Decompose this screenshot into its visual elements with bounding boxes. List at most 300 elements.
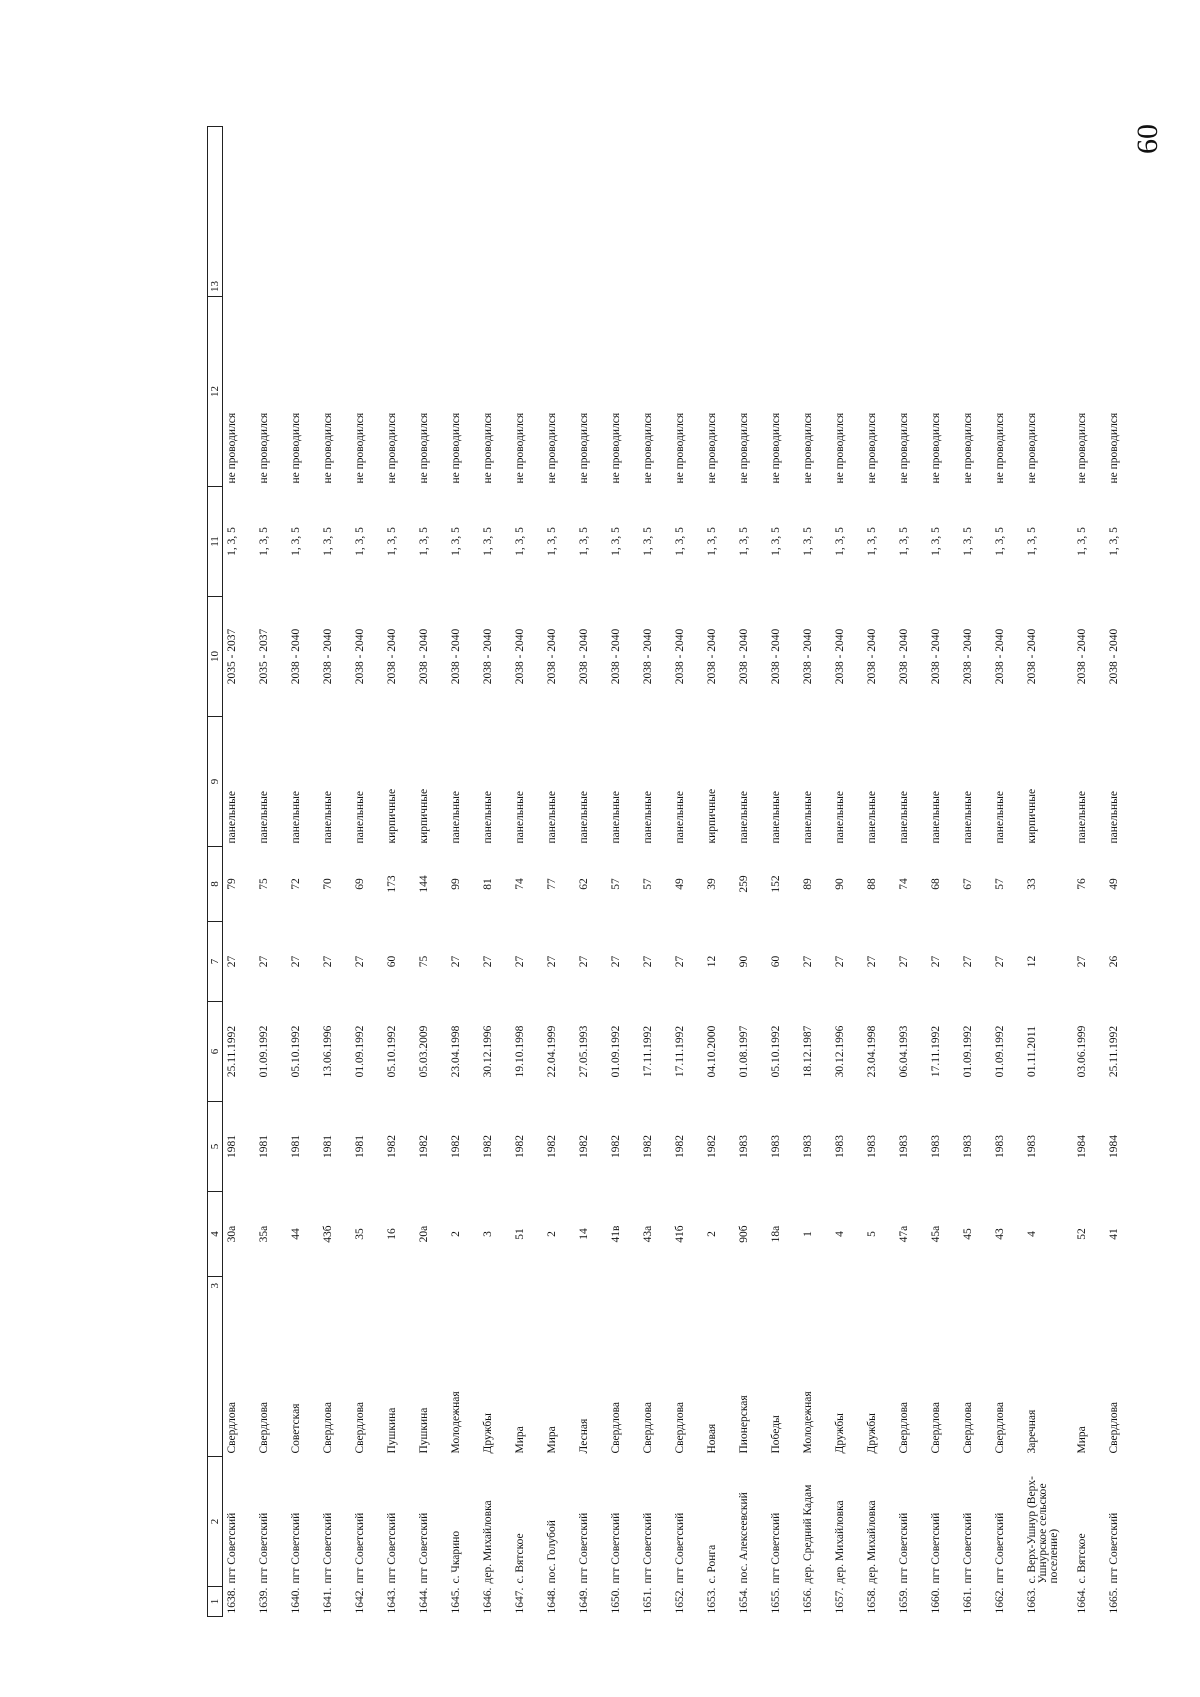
col-7-value-cell: 27 — [642, 955, 654, 968]
col-header: 3 — [208, 1277, 223, 1457]
house-number-cell: 35а — [258, 1225, 270, 1243]
col-7-value-cell: 27 — [546, 955, 558, 968]
row-number-cell: 1655. — [770, 1587, 782, 1614]
street-cell: Пионерская — [738, 1395, 750, 1454]
work-types-cell: 1, 3, 5 — [322, 527, 334, 556]
wall-material-cell: панельные — [226, 791, 238, 844]
construction-year-cell: 1982 — [610, 1135, 622, 1158]
col-8-value-cell: 57 — [642, 878, 654, 890]
table-row — [255, 127, 287, 1617]
settlement-cell: пгт Советский — [290, 1512, 302, 1584]
row-number-cell: 1650. — [610, 1587, 622, 1614]
settlement-cell: пгт Советский — [1108, 1512, 1120, 1584]
wall-material-cell: панельные — [834, 791, 846, 844]
registration-date-cell: 05.03.2009 — [418, 1025, 430, 1078]
col-13-value-cell — [1023, 127, 1073, 297]
wall-material-cell: панельные — [546, 791, 558, 844]
table-row — [831, 127, 863, 1617]
repair-period-cell: 2035 - 2037 — [226, 628, 238, 685]
table-row — [447, 127, 479, 1617]
table-row — [383, 127, 415, 1617]
work-types-cell: 1, 3, 5 — [674, 527, 686, 556]
col-8-value-cell: 90 — [834, 878, 846, 890]
street-cell: Дружбы — [834, 1413, 846, 1454]
inspection-status-cell: не проводился — [418, 412, 430, 484]
construction-year-cell: 1983 — [770, 1135, 782, 1158]
work-types-cell: 1, 3, 5 — [770, 527, 782, 556]
inspection-status-cell: не проводился — [866, 412, 878, 484]
col-8-value-cell: 259 — [738, 875, 750, 893]
col-7-value-cell: 27 — [962, 955, 974, 968]
street-cell: Мира — [546, 1426, 558, 1454]
street-cell: Мира — [1076, 1426, 1088, 1454]
inspection-status-cell: не проводился — [930, 412, 942, 484]
table-row — [351, 127, 383, 1617]
construction-year-cell: 1982 — [642, 1135, 654, 1158]
inspection-status-cell: не проводился — [706, 412, 718, 484]
work-types-cell: 1, 3, 5 — [514, 527, 526, 556]
col-7-value-cell: 27 — [322, 955, 334, 968]
inspection-status-cell: не проводился — [514, 412, 526, 484]
construction-year-cell: 1983 — [802, 1135, 814, 1158]
repair-period-cell: 2038 - 2040 — [1026, 628, 1038, 685]
col-header: 11 — [208, 487, 223, 597]
wall-material-cell: панельные — [930, 791, 942, 844]
table-row — [543, 127, 575, 1617]
row-number-cell: 1640. — [290, 1587, 302, 1614]
col-7-value-cell: 27 — [898, 955, 910, 968]
col-7-value-cell: 27 — [450, 955, 462, 968]
settlement-cell: пгт Советский — [578, 1512, 590, 1584]
col-7-value-cell: 12 — [1026, 955, 1038, 968]
construction-year-cell: 1983 — [1026, 1135, 1038, 1158]
repair-period-cell: 2038 - 2040 — [354, 628, 366, 685]
street-cell: Свердлова — [1108, 1402, 1120, 1454]
row-number-cell: 1658. — [866, 1587, 878, 1614]
inspection-status-cell: не проводился — [738, 412, 750, 484]
street-cell: Свердлова — [930, 1402, 942, 1454]
col-8-value-cell: 99 — [450, 878, 462, 890]
col-header: 2 — [208, 1457, 223, 1587]
settlement-cell: пгт Советский — [354, 1512, 366, 1584]
street-cell: Победы — [770, 1415, 782, 1454]
wall-material-cell: панельные — [994, 791, 1006, 844]
registration-date-cell: 05.10.1992 — [290, 1025, 302, 1078]
registration-date-cell: 22.04.1999 — [546, 1025, 558, 1078]
house-number-cell: 18а — [770, 1225, 782, 1243]
col-13-value-cell — [703, 127, 735, 297]
house-number-cell: 35 — [354, 1228, 366, 1240]
col-7-value-cell: 27 — [834, 955, 846, 968]
col-header: 1 — [208, 1587, 223, 1617]
wall-material-cell: панельные — [802, 791, 814, 844]
work-types-cell: 1, 3, 5 — [1108, 527, 1120, 556]
work-types-cell: 1, 3, 5 — [962, 527, 974, 556]
repair-period-cell: 2038 - 2040 — [546, 628, 558, 685]
table-row — [927, 127, 959, 1617]
registration-date-cell: 17.11.1992 — [674, 1025, 686, 1078]
work-types-cell: 1, 3, 5 — [802, 527, 814, 556]
construction-year-cell: 1981 — [354, 1135, 366, 1158]
work-types-cell: 1, 3, 5 — [546, 527, 558, 556]
col-8-value-cell: 49 — [674, 878, 686, 890]
street-cell: Дружбы — [866, 1413, 878, 1454]
house-number-cell: 41 — [1108, 1228, 1120, 1240]
registration-date-cell: 06.04.1993 — [898, 1025, 910, 1078]
work-types-cell: 1, 3, 5 — [386, 527, 398, 556]
registration-date-cell: 18.12.1987 — [802, 1025, 814, 1078]
construction-year-cell: 1982 — [706, 1135, 718, 1158]
registration-date-cell: 13.06.1996 — [322, 1025, 334, 1078]
col-13-value-cell — [895, 127, 927, 297]
construction-year-cell: 1984 — [1108, 1135, 1120, 1158]
construction-year-cell: 1982 — [674, 1135, 686, 1158]
wall-material-cell: панельные — [514, 791, 526, 844]
col-7-value-cell: 27 — [514, 955, 526, 968]
street-cell: Заречная — [1026, 1409, 1038, 1454]
col-8-value-cell: 70 — [322, 878, 334, 890]
street-cell: Лесная — [578, 1418, 590, 1454]
col-7-value-cell: 27 — [930, 955, 942, 968]
registration-date-cell: 05.10.1992 — [386, 1025, 398, 1078]
col-8-value-cell: 89 — [802, 878, 814, 890]
col-8-value-cell: 173 — [386, 875, 398, 893]
work-types-cell: 1, 3, 5 — [866, 527, 878, 556]
work-types-cell: 1, 3, 5 — [418, 527, 430, 556]
col-7-value-cell: 27 — [610, 955, 622, 968]
registration-date-cell: 01.09.1992 — [354, 1025, 366, 1078]
wall-material-cell: панельные — [642, 791, 654, 844]
inspection-status-cell: не проводился — [386, 412, 398, 484]
wall-material-cell: панельные — [738, 791, 750, 844]
settlement-cell: пгт Советский — [610, 1512, 622, 1584]
repair-period-cell: 2038 - 2040 — [770, 628, 782, 685]
col-7-value-cell: 27 — [866, 955, 878, 968]
row-number-cell: 1652. — [674, 1587, 686, 1614]
settlement-cell: пгт Советский — [226, 1512, 238, 1584]
table-row — [767, 127, 799, 1617]
row-number-cell: 1660. — [930, 1587, 942, 1614]
house-number-cell: 41в — [610, 1225, 622, 1243]
col-13-value-cell — [1073, 127, 1105, 297]
wall-material-cell: панельные — [322, 791, 334, 844]
street-cell: Пушкина — [418, 1407, 430, 1454]
repair-period-cell: 2038 - 2040 — [962, 628, 974, 685]
col-header: 8 — [208, 847, 223, 922]
repair-period-cell: 2038 - 2040 — [866, 628, 878, 685]
col-8-value-cell: 49 — [1108, 878, 1120, 890]
street-cell: Свердлова — [642, 1402, 654, 1454]
repair-period-cell: 2038 - 2040 — [1076, 628, 1088, 685]
wall-material-cell: кирпичные — [386, 788, 398, 844]
street-cell: Свердлова — [258, 1402, 270, 1454]
work-types-cell: 1, 3, 5 — [834, 527, 846, 556]
work-types-cell: 1, 3, 5 — [450, 527, 462, 556]
wall-material-cell: панельные — [578, 791, 590, 844]
house-number-cell: 14 — [578, 1228, 590, 1240]
registration-date-cell: 04.10.2000 — [706, 1025, 718, 1078]
table-row — [287, 127, 319, 1617]
house-number-cell: 5 — [866, 1231, 878, 1237]
column-number-header — [208, 127, 223, 1617]
col-8-value-cell: 77 — [546, 878, 558, 890]
settlement-cell: пгт Советский — [962, 1512, 974, 1584]
work-types-cell: 1, 3, 5 — [738, 527, 750, 556]
col-8-value-cell: 67 — [962, 878, 974, 890]
col-13-value-cell — [863, 127, 895, 297]
registration-date-cell: 01.09.1992 — [962, 1025, 974, 1078]
house-number-cell: 43а — [642, 1225, 654, 1243]
settlement-cell: пос. Алексеевский — [738, 1492, 750, 1584]
street-cell: Свердлова — [898, 1402, 910, 1454]
rotated-table-container — [207, 127, 1200, 1617]
settlement-cell: дер. Михайловка — [866, 1500, 878, 1584]
row-number-cell: 1648. — [546, 1587, 558, 1614]
col-7-value-cell: 27 — [226, 955, 238, 968]
settlement-cell: с. Вятское — [514, 1533, 526, 1584]
col-13-value-cell — [959, 127, 991, 297]
street-cell: Советская — [290, 1403, 302, 1454]
table-body — [223, 127, 1138, 1617]
registration-date-cell: 25.11.1992 — [226, 1025, 238, 1078]
col-header: 7 — [208, 922, 223, 1002]
work-types-cell: 1, 3, 5 — [706, 527, 718, 556]
table-row — [863, 127, 895, 1617]
col-13-value-cell — [639, 127, 671, 297]
street-cell: Свердлова — [322, 1402, 334, 1454]
inspection-status-cell: не проводился — [834, 412, 846, 484]
inspection-status-cell: не проводился — [546, 412, 558, 484]
row-number-cell: 1661. — [962, 1587, 974, 1614]
work-types-cell: 1, 3, 5 — [290, 527, 302, 556]
work-types-cell: 1, 3, 5 — [226, 527, 238, 556]
house-number-cell: 20а — [418, 1225, 430, 1243]
wall-material-cell: панельные — [1076, 791, 1088, 844]
settlement-cell: пгт Советский — [258, 1512, 270, 1584]
house-number-cell: 45а — [930, 1225, 942, 1243]
col-8-value-cell: 74 — [898, 878, 910, 890]
col-7-value-cell: 90 — [738, 955, 750, 968]
construction-year-cell: 1982 — [546, 1135, 558, 1158]
table-row — [479, 127, 511, 1617]
registration-date-cell: 23.04.1998 — [866, 1025, 878, 1078]
row-number-cell: 1646. — [482, 1587, 494, 1614]
settlement-cell: пгт Советский — [930, 1512, 942, 1584]
table-row — [1073, 127, 1105, 1617]
construction-year-cell: 1981 — [226, 1135, 238, 1158]
inspection-status-cell: не проводился — [1108, 412, 1120, 484]
repair-period-cell: 2038 - 2040 — [834, 628, 846, 685]
work-types-cell: 1, 3, 5 — [642, 527, 654, 556]
col-13-value-cell — [1105, 127, 1137, 297]
row-number-cell: 1654. — [738, 1587, 750, 1614]
col-8-value-cell: 74 — [514, 878, 526, 890]
col-8-value-cell: 79 — [226, 878, 238, 890]
house-number-cell: 52 — [1076, 1228, 1088, 1240]
inspection-status-cell: не проводился — [994, 412, 1006, 484]
repair-period-cell: 2038 - 2040 — [514, 628, 526, 685]
construction-year-cell: 1984 — [1076, 1135, 1088, 1158]
registration-date-cell: 01.11.2011 — [1026, 1026, 1038, 1077]
repair-period-cell: 2038 - 2040 — [898, 628, 910, 685]
col-7-value-cell: 27 — [290, 955, 302, 968]
wall-material-cell: панельные — [898, 791, 910, 844]
wall-material-cell: панельные — [770, 791, 782, 844]
construction-year-cell: 1983 — [930, 1135, 942, 1158]
repair-period-cell: 2038 - 2040 — [482, 628, 494, 685]
wall-material-cell: кирпичные — [706, 788, 718, 844]
street-cell: Свердлова — [994, 1402, 1006, 1454]
col-header: 12 — [208, 297, 223, 487]
registration-date-cell: 01.08.1997 — [738, 1025, 750, 1078]
inspection-status-cell: не проводился — [258, 412, 270, 484]
repair-period-cell: 2038 - 2040 — [802, 628, 814, 685]
col-13-value-cell — [511, 127, 543, 297]
inspection-status-cell: не проводился — [1026, 412, 1038, 484]
construction-year-cell: 1981 — [258, 1135, 270, 1158]
repair-period-cell: 2038 - 2040 — [738, 628, 750, 685]
repair-period-cell: 2038 - 2040 — [322, 628, 334, 685]
house-number-cell: 3 — [482, 1231, 494, 1237]
repair-period-cell: 2038 - 2040 — [994, 628, 1006, 685]
registration-date-cell: 25.11.1992 — [1108, 1025, 1120, 1078]
work-types-cell: 1, 3, 5 — [482, 527, 494, 556]
construction-year-cell: 1983 — [738, 1135, 750, 1158]
row-number-cell: 1659. — [898, 1587, 910, 1614]
repair-period-cell: 2038 - 2040 — [674, 628, 686, 685]
wall-material-cell: панельные — [354, 791, 366, 844]
row-number-cell: 1645. — [450, 1587, 462, 1614]
col-header: 5 — [208, 1102, 223, 1192]
registration-date-cell: 30.12.1996 — [834, 1025, 846, 1078]
repair-period-cell: 2038 - 2040 — [386, 628, 398, 685]
street-cell: Свердлова — [354, 1402, 366, 1454]
row-number-cell: 1656. — [802, 1587, 814, 1614]
col-13-value-cell — [223, 127, 256, 297]
inspection-status-cell: не проводился — [482, 412, 494, 484]
row-number-cell: 1662. — [994, 1587, 1006, 1614]
table-row — [671, 127, 703, 1617]
registration-date-cell: 30.12.1996 — [482, 1025, 494, 1078]
table-row — [511, 127, 543, 1617]
inspection-status-cell: не проводился — [898, 412, 910, 484]
inspection-status-cell: не проводился — [322, 412, 334, 484]
house-number-cell: 45 — [962, 1228, 974, 1240]
row-number-cell: 1657. — [834, 1587, 846, 1614]
construction-year-cell: 1983 — [834, 1135, 846, 1158]
table-row — [703, 127, 735, 1617]
col-8-value-cell: 152 — [770, 875, 782, 893]
table-row — [959, 127, 991, 1617]
settlement-cell: пгт Советский — [322, 1512, 334, 1584]
work-types-cell: 1, 3, 5 — [354, 527, 366, 556]
house-number-cell: 30а — [226, 1225, 238, 1243]
col-8-value-cell: 62 — [578, 878, 590, 890]
house-number-cell: 90б — [738, 1225, 750, 1243]
registration-date-cell: 23.04.1998 — [450, 1025, 462, 1078]
row-number-cell: 1665. — [1108, 1587, 1120, 1614]
house-number-cell: 41б — [674, 1225, 686, 1243]
settlement-cell: пгт Советский — [418, 1512, 430, 1584]
construction-year-cell: 1983 — [962, 1135, 974, 1158]
col-13-value-cell — [319, 127, 351, 297]
col-7-value-cell: 27 — [994, 955, 1006, 968]
settlement-cell: с. Ронга — [706, 1544, 718, 1584]
repair-period-cell: 2035 - 2037 — [258, 628, 270, 685]
settlement-cell: пгт Советский — [898, 1512, 910, 1584]
repair-period-cell: 2038 - 2040 — [450, 628, 462, 685]
construction-year-cell: 1983 — [994, 1135, 1006, 1158]
registration-date-cell: 17.11.1992 — [642, 1025, 654, 1078]
wall-material-cell: кирпичные — [418, 788, 430, 844]
work-types-cell: 1, 3, 5 — [1026, 527, 1038, 556]
housing-register-table — [207, 126, 1137, 1617]
col-8-value-cell: 75 — [258, 878, 270, 890]
inspection-status-cell: не проводился — [354, 412, 366, 484]
table-row — [607, 127, 639, 1617]
house-number-cell: 16 — [386, 1228, 398, 1240]
registration-date-cell: 19.10.1998 — [514, 1025, 526, 1078]
col-header: 4 — [208, 1192, 223, 1277]
street-cell: Свердлова — [674, 1402, 686, 1454]
row-number-cell: 1664. — [1076, 1587, 1088, 1614]
inspection-status-cell: не проводился — [770, 412, 782, 484]
col-header: 9 — [208, 717, 223, 847]
col-8-value-cell: 68 — [930, 878, 942, 890]
settlement-cell: пгт Советский — [386, 1512, 398, 1584]
construction-year-cell: 1982 — [578, 1135, 590, 1158]
table-row — [735, 127, 767, 1617]
construction-year-cell: 1983 — [898, 1135, 910, 1158]
table-row — [639, 127, 671, 1617]
col-7-value-cell: 60 — [770, 955, 782, 968]
wall-material-cell: панельные — [1108, 791, 1120, 844]
wall-material-cell: панельные — [258, 791, 270, 844]
inspection-status-cell: не проводился — [1076, 412, 1088, 484]
repair-period-cell: 2038 - 2040 — [418, 628, 430, 685]
street-cell: Молодежная — [450, 1391, 462, 1454]
row-number-cell: 1644. — [418, 1587, 430, 1614]
street-cell: Свердлова — [610, 1402, 622, 1454]
street-cell: Свердлова — [226, 1402, 238, 1454]
col-13-value-cell — [767, 127, 799, 297]
col-13-value-cell — [255, 127, 287, 297]
row-number-cell: 1649. — [578, 1587, 590, 1614]
col-13-value-cell — [479, 127, 511, 297]
wall-material-cell: панельные — [962, 791, 974, 844]
registration-date-cell: 17.11.1992 — [930, 1025, 942, 1078]
street-cell: Молодежная — [802, 1391, 814, 1454]
house-number-cell: 43б — [322, 1225, 334, 1243]
col-8-value-cell: 144 — [418, 875, 430, 893]
row-number-cell: 1638. — [226, 1587, 238, 1614]
col-13-value-cell — [735, 127, 767, 297]
construction-year-cell: 1982 — [482, 1135, 494, 1158]
inspection-status-cell: не проводился — [642, 412, 654, 484]
row-number-cell: 1643. — [386, 1587, 398, 1614]
page-number: 60 — [1131, 124, 1164, 154]
col-8-value-cell: 57 — [610, 878, 622, 890]
table-row — [799, 127, 831, 1617]
street-cell: Пушкина — [386, 1407, 398, 1454]
col-7-value-cell: 27 — [354, 955, 366, 968]
wall-material-cell: панельные — [866, 791, 878, 844]
repair-period-cell: 2038 - 2040 — [578, 628, 590, 685]
col-7-value-cell: 27 — [258, 955, 270, 968]
row-number-cell: 1653. — [706, 1587, 718, 1614]
inspection-status-cell: не проводился — [962, 412, 974, 484]
house-number-cell: 4 — [834, 1231, 846, 1237]
